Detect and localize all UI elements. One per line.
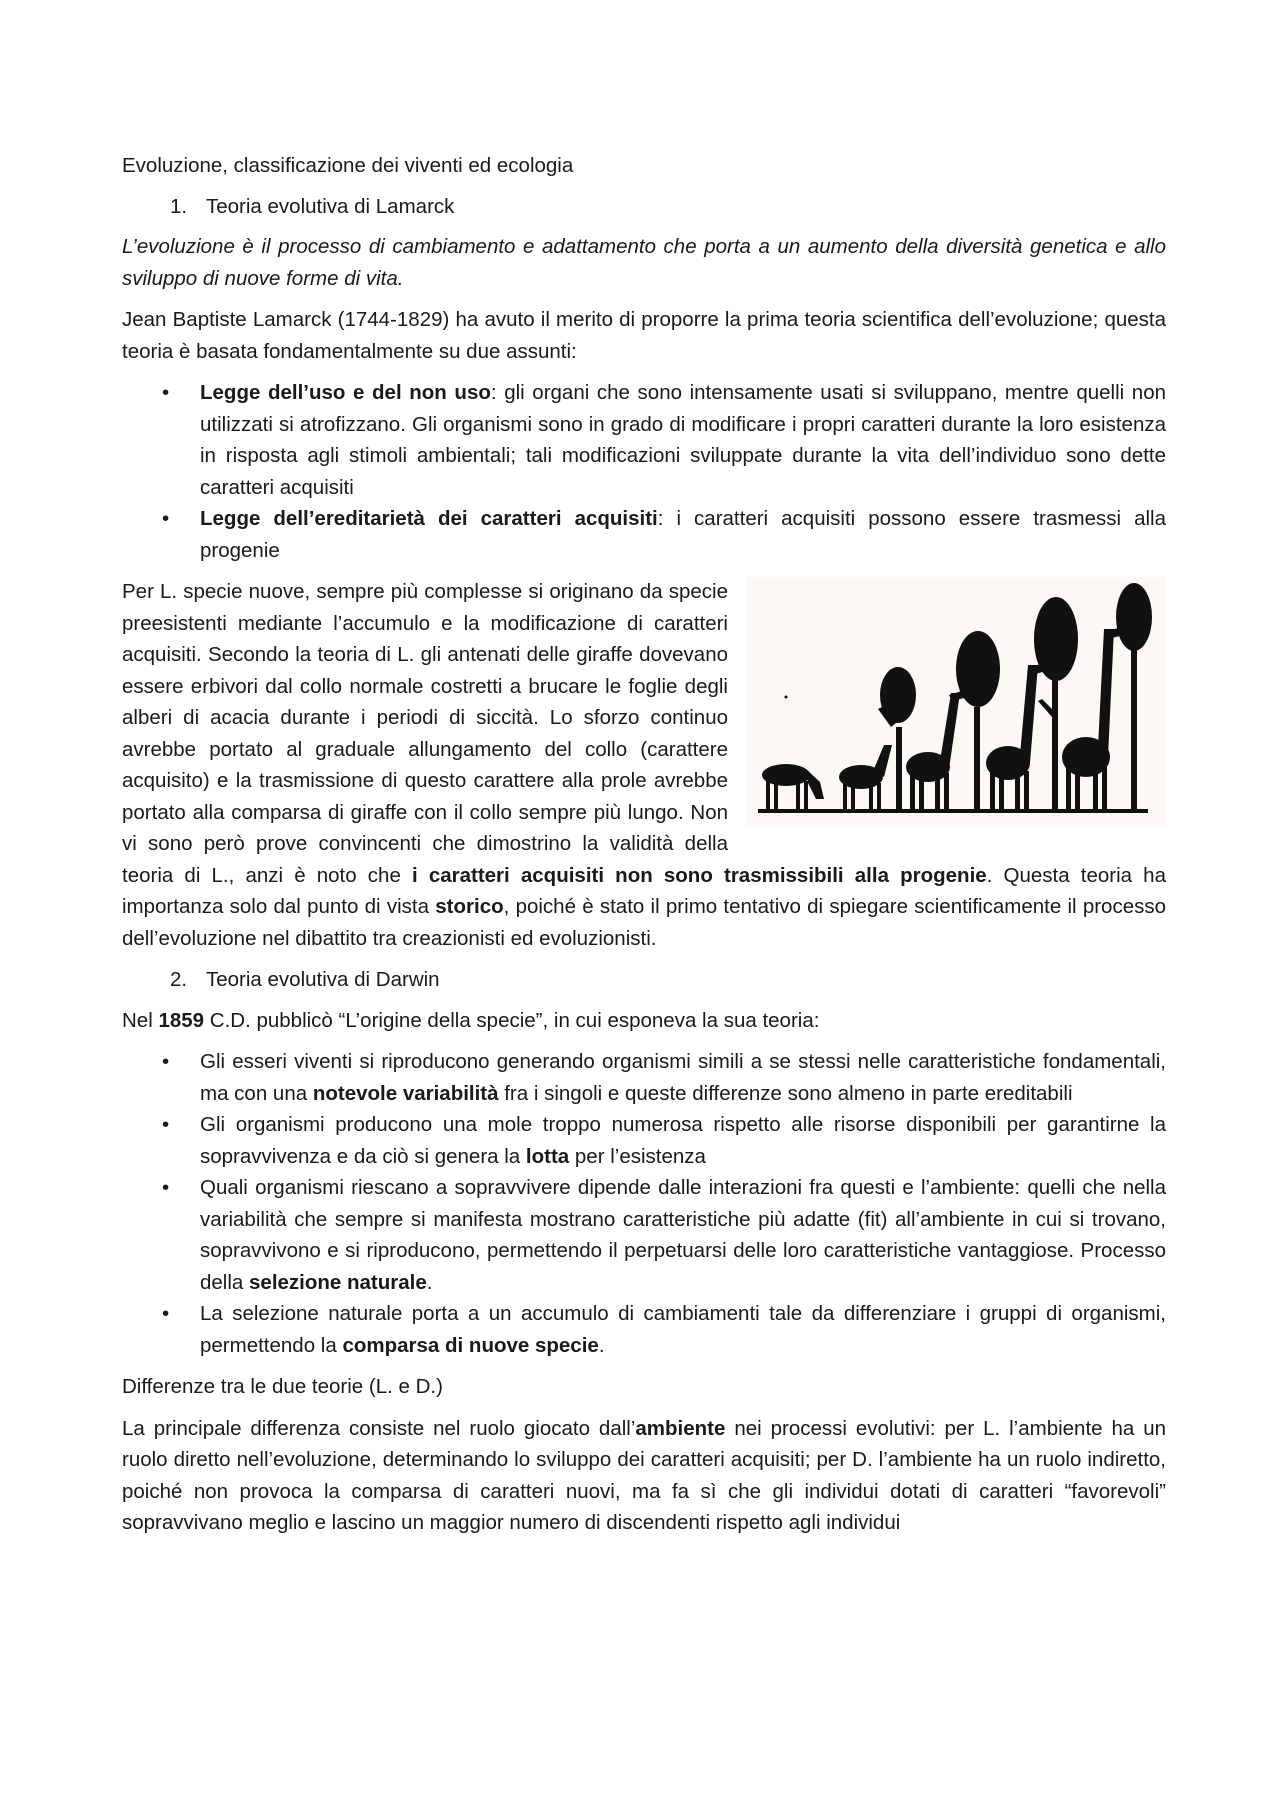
evolution-definition: L’evoluzione è il processo di cambiamento e adattamento che porta a un aumento della diversità genetica e allo sviluppo di nuove forme di vita. (122, 235, 1166, 290)
bullet-icon: • (162, 1113, 170, 1136)
acacia-tree-4 (1116, 583, 1152, 809)
emphasis-text: ambiente (635, 1416, 726, 1440)
list-item (122, 1172, 1166, 1298)
law-text: : gli organi che sono intensamente usati si sviluppano, mentre quelli non utilizzati si atrofizzano. Gli organismi sono in grado di modificare i propri caratteri durante la loro esistenza in risposta agli stimoli ambientali; tali modificazioni sviluppate durante la vita dell’individuo sono dette caratteri acquisiti (200, 381, 1166, 499)
bullet-icon: • (162, 507, 170, 530)
paragraph-text: nei processi evolutivi: per L. l’ambiente ha un ruolo diretto nell’evoluzione, determinando lo sviluppo dei caratteri acquisiti; per D. l’ambiente ha un ruolo indiretto, poiché non provoca la comparsa di caratteri nuovi, ma fa sì che gli individui dotati di caratteri “favorevoli” sopravvivano meglio e lascino un maggior numero di discendenti rispetto agli individui (122, 1416, 1166, 1534)
bullet-icon: • (162, 381, 170, 404)
section-number: 1. (170, 194, 188, 218)
list-item (122, 1046, 1166, 1109)
paragraph-text: La principale differenza consiste nel ruolo giocato dall’ (122, 1416, 636, 1440)
lamarck-laws-list (122, 377, 1166, 566)
section-title: Teoria evolutiva di Darwin (206, 968, 440, 991)
section-number: 2. (170, 968, 188, 991)
differences-heading: Differenze tra le due teorie (L. e D.) (122, 1375, 443, 1398)
darwin-intro (122, 1005, 1166, 1037)
paragraph-text: Quali organismi riescano a sopravvivere dipende dalle interazioni fra questi e l’ambiente: quelli che nella variabilità che sempre si manifesta mostrano caratteristiche più adatte (fit) all’ambiente in cui si trovano, sopravvivono e si riproducono, permettendo il perpetuarsi delle loro caratteristiche vantaggiose. Processo della (200, 1176, 1166, 1294)
emphasis-text: selezione naturale (249, 1270, 427, 1294)
ground-line (758, 809, 1148, 813)
giraffe-evolution-figure (746, 577, 1166, 827)
paragraph-text: Per L. specie nuove, sempre più complesse si originano da specie preesistenti mediante l’accumulo e la modificazione di caratteri acquisiti. Secondo la teoria di L. gli antenati delle giraffe dovevano essere erbivori dal collo normale costretti a brucare le foglie degli alberi di acacia durante i periodi di siccità. Lo sforzo continuo avrebbe portato al graduale allungamento del collo (carattere acquisito) e la trasmissione di questo carattere alla prole avrebbe portato alla comparsa di giraffe con il collo sempre più lungo. Non vi sono però prove convincenti che dimostrino la validità della teoria di L., anzi è noto che (122, 580, 728, 887)
section-heading-lamarck (170, 191, 1166, 223)
law-title: Legge dell’uso e del non uso (200, 381, 491, 404)
list-item (122, 503, 1166, 566)
darwin-points-list (122, 1046, 1166, 1361)
ancestor-grazing-silhouette (762, 764, 824, 809)
document-title: Evoluzione, classificazione dei viventi ed ecologia (122, 154, 574, 177)
emphasis-text: storico (435, 895, 504, 918)
emphasis-text: comparsa di nuove specie (342, 1333, 599, 1357)
lamarck-intro: Jean Baptiste Lamarck (1744-1829) ha avuto il merito di proporre la prima teoria scientifica dell’evoluzione; questa teoria è basata fondamentalmente su due assunti: (122, 308, 1166, 363)
dot-mark (785, 696, 788, 699)
section-heading-darwin (170, 964, 1166, 996)
list-item (122, 1109, 1166, 1172)
document-page (122, 150, 1166, 1539)
law-text: : i caratteri acquisiti possono essere trasmessi alla progenie (200, 507, 1166, 562)
bullet-icon: • (162, 1302, 170, 1325)
paragraph-text: Gli organismi producono una mole troppo numerosa rispetto alle risorse disponibili per garantirne la sopravvivenza e da ciò si genera la (200, 1113, 1166, 1168)
emphasis-text: i caratteri acquisiti non sono trasmissibili alla progenie (411, 863, 987, 887)
paragraph-text: Nel (122, 1008, 159, 1032)
list-item (122, 1298, 1166, 1361)
paragraph-text: per l’esistenza (569, 1144, 706, 1168)
paragraph-text: Gli esseri viventi si riproducono generando organismi simili a se stessi nelle caratteristiche fondamentali, ma con una (200, 1050, 1166, 1105)
paragraph-text: C.D. pubblicò “L’origine della specie”, in cui esponeva la sua teoria: (204, 1008, 820, 1032)
paragraph-text: fra i singoli e queste differenze sono almeno in parte ereditabili (498, 1081, 1073, 1105)
emphasis-text: 1859 (158, 1008, 205, 1032)
list-item (122, 377, 1166, 503)
bullet-icon: • (162, 1050, 170, 1073)
paragraph-text: . (598, 1333, 605, 1357)
giraffe-stage-3-silhouette (906, 689, 968, 809)
paragraph-text: . Questa teoria ha importanza solo dal punto di vista (122, 863, 1166, 918)
giraffe-silhouettes-image (746, 577, 1166, 827)
emphasis-text: lotta (525, 1144, 570, 1168)
section-title: Teoria evolutiva di Lamarck (206, 194, 455, 218)
paragraph-text: . (426, 1270, 433, 1294)
law-title: Legge dell’ereditarietà dei caratteri acquisiti (200, 507, 658, 530)
acacia-tree-3 (1034, 597, 1078, 809)
giraffe-stage-2-silhouette (839, 745, 892, 809)
differences-paragraph (122, 1413, 1166, 1539)
emphasis-text: notevole variabilità (312, 1081, 499, 1105)
bullet-icon: • (162, 1176, 170, 1199)
paragraph-text: , poiché è stato il primo tentativo di spiegare scientificamente il processo dell’evoluzione nel dibattito tra creazionisti ed evoluzionisti. (122, 895, 1167, 950)
paragraph-text: La selezione naturale porta a un accumulo di cambiamenti tale da differenziare i gruppi di organismi, permettendo la (200, 1302, 1166, 1357)
